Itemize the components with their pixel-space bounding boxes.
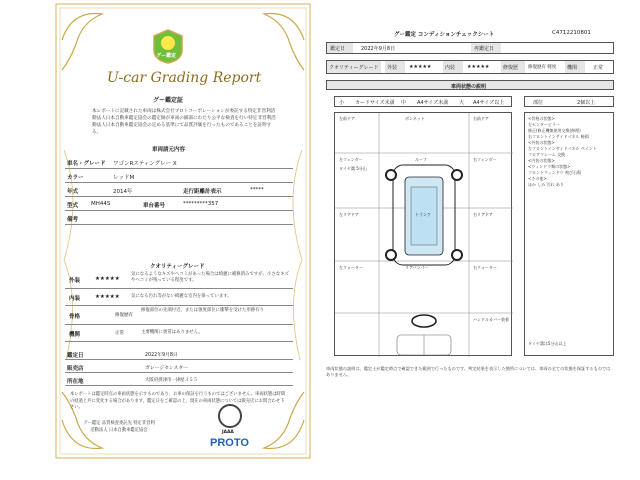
row-label: 型式 xyxy=(67,203,79,209)
dealer-value: ガレージセンスター xyxy=(145,366,188,371)
size-legend xyxy=(334,96,512,107)
date-value: 2022年9月8日 xyxy=(145,353,178,358)
note-line: ほか しみ 汚れ あり xyxy=(528,182,564,187)
note-line: フロントウィンドウ 飛び石傷 xyxy=(528,170,582,175)
date-row xyxy=(326,42,614,54)
dealer-table xyxy=(65,347,293,386)
condition-check-sheet xyxy=(326,30,614,462)
size-small-desc: カードサイズ未満 xyxy=(355,100,395,106)
table-row xyxy=(65,360,293,373)
note-line: 右フロントインサイドパネル 軽損 xyxy=(528,134,589,139)
certificate-subtitle: グー鑑定証 xyxy=(153,97,184,104)
inspect-label: 鑑定日 xyxy=(327,43,353,53)
grade-desc: 主要機関に異常はありません。 xyxy=(141,330,203,335)
ext-label: 外装 xyxy=(385,61,405,73)
grade-label: 内装 xyxy=(69,296,81,302)
row-label: 車名・グレード xyxy=(67,161,106,167)
grade-stars: ★★★★★ xyxy=(95,294,120,300)
count-legend xyxy=(524,96,614,107)
grade-stars: 正常 xyxy=(115,331,124,336)
reinspect-label: 再鑑定日 xyxy=(471,43,501,53)
grade-label: 外装 xyxy=(69,278,81,284)
sheet-code: C4712210801 xyxy=(552,30,591,36)
notes-panel xyxy=(524,112,614,356)
handle-label: ハンドルカバー装着 xyxy=(473,317,509,322)
logo-label: グー鑑定 xyxy=(156,53,177,59)
size-medium: 中 xyxy=(401,100,407,106)
note-line: 左センターピラー xyxy=(528,122,560,127)
row-value: ワゴンRスティングレー X xyxy=(113,161,177,167)
row-label: 備考 xyxy=(67,217,79,223)
frame-label: 車台番号 xyxy=(143,203,166,209)
location-value: 大阪府摂津市一津屋３５５ xyxy=(145,378,198,383)
panel-label: 右フェンダー xyxy=(473,157,497,162)
panel-label: 右クォーター xyxy=(473,265,497,270)
count-header: 2個以上 xyxy=(577,100,596,106)
note-line: 左フロントインサイドパネル ペイント xyxy=(528,146,597,151)
table-row xyxy=(65,169,293,183)
grade-stars: ★★★★★ xyxy=(95,276,120,282)
report-title: U-car Grading Report xyxy=(107,70,262,86)
quality-label: クオリティーグレード xyxy=(327,61,381,73)
size-large-desc: A4サイズ以上 xyxy=(473,100,505,106)
quality-row xyxy=(326,60,614,74)
state-header-bar xyxy=(326,80,614,90)
row-value: レッドM xyxy=(113,175,135,181)
issuer-text: グー鑑定 品質検査委託先 特定非営利活動法人 日本自動車鑑定協会 xyxy=(83,421,155,433)
jaaa-label: JAAA xyxy=(222,430,234,435)
mileage-label: 走行距離計表示 xyxy=(183,189,222,195)
location-label: 所在地 xyxy=(67,379,84,385)
panel-label: 左フェンダー xyxy=(339,157,363,162)
state-header: 車両状態の説明 xyxy=(451,84,487,90)
table-row xyxy=(65,211,293,225)
section-quality: クオリティーグレード xyxy=(150,264,205,270)
grade-label: 機関 xyxy=(69,332,81,338)
repair-label: 修復歴 xyxy=(501,61,525,73)
table-row xyxy=(65,197,293,211)
grade-row xyxy=(65,325,293,342)
panel-label: リアバンパー xyxy=(405,265,429,270)
panel-label: 左前ドア xyxy=(339,116,355,121)
panel-label: 右前ドア xyxy=(473,116,489,121)
grade-desc: 気になるようなキズやヘコミがあった場合は綺麗に補修済みですが、小さなキズやヘコミが残っている程度です。 xyxy=(131,272,289,283)
engine-value: 正常 xyxy=(593,65,604,71)
note-line: フロアフレーム 交換 xyxy=(528,152,566,157)
int-stars: ★★★★★ xyxy=(467,64,490,70)
part-header: 部位 xyxy=(533,100,544,106)
grade-row xyxy=(65,289,293,306)
goo-kantei-logo xyxy=(152,28,184,64)
repair-value: 修復歴有 軽度 xyxy=(528,65,557,70)
proto-logo: PROTO xyxy=(210,437,249,449)
table-row xyxy=(65,373,293,386)
sheet-title: グー鑑定 コンディションチェックシート xyxy=(394,32,495,38)
note-line: 修正(修正機無使用交換(修理) xyxy=(528,128,581,133)
grade-stars: 修復歴有 xyxy=(115,313,133,318)
size-medium-desc: A4サイズ未満 xyxy=(417,100,449,106)
size-small: 小 xyxy=(339,100,345,106)
row-label: 年式 xyxy=(67,189,79,195)
note-line: <内装の状態> xyxy=(528,158,555,163)
grade-desc: 気になる汚れ等がない綺麗な室内を保っています。 xyxy=(131,294,232,299)
table-row xyxy=(65,183,293,197)
panel-label: 左リアドア xyxy=(339,212,359,217)
footer-note: 本レポートは鑑定時点の車両状態を示すものであり、お車の保証を行うものではございません。車両状態は時間の経過と共に変化する場合があります。鑑定日をご確認の上、現在の車両状態については販売店にお問合わせ下さい。 xyxy=(70,392,286,410)
int-label: 内装 xyxy=(443,61,463,73)
table-row xyxy=(65,155,293,169)
panel-label: トランク xyxy=(415,212,431,217)
engine-label: 機関 xyxy=(565,61,585,73)
inspect-value: 2022年9月8日 xyxy=(361,46,396,52)
date-label: 鑑定日 xyxy=(67,353,84,359)
panel-label: ボンネット xyxy=(405,116,425,121)
note-line: <その他> xyxy=(528,176,547,181)
row-label: カラー xyxy=(67,175,84,181)
grade-label: 骨格 xyxy=(69,314,81,320)
intro-text: 本レポートに記載された車両は株式会社プロトコーポレーションが委託する特定非営利活動法人日本自動車鑑定協会の鑑定師が車両の細部にわたり公平な検査を行い特定非営利活動法人日本自動車鑑定協会の定める基準にて品質評価を行ったものであることを証明する。 xyxy=(92,109,276,135)
vehicle-table xyxy=(65,155,293,225)
note-line: <骨格の状態> xyxy=(528,116,555,121)
grade-row xyxy=(65,306,293,325)
ext-stars: ★★★★★ xyxy=(409,64,432,70)
bottom-note: 車両状態の説明は、鑑定士が鑑定時点で確認できた範囲で行ったものです。判定結果を表示した箇所については、車両の全ての状態を保証するものではありません。 xyxy=(326,366,611,377)
jaaa-logo xyxy=(218,404,242,428)
mileage-value: ***** xyxy=(250,187,264,193)
row-value: MH44S xyxy=(91,201,111,207)
quality-table xyxy=(65,270,293,342)
panel-label: 左クォーター xyxy=(339,265,363,270)
note-line: <外装の状態> xyxy=(528,140,555,145)
note-line: <ウィンドウ類の状態> xyxy=(528,164,571,169)
grading-certificate xyxy=(52,0,314,462)
dealer-label: 販売店 xyxy=(67,366,84,372)
size-large: 大 xyxy=(459,100,465,106)
car-diagram xyxy=(334,112,512,356)
table-row xyxy=(65,347,293,360)
frame-value: *********357 xyxy=(183,201,219,207)
tire-note: タイヤ溝は5分山以上 xyxy=(528,341,567,346)
grade-desc: 修復部位の先端付近、または強度部位に衝撃を受けた形跡有り xyxy=(141,308,264,313)
section-vehicle: 車両請元内容 xyxy=(152,147,186,153)
row-value: 2014年 xyxy=(113,189,133,195)
panel-label: 右リアドア xyxy=(473,212,493,217)
tire-left-front: タイヤ溝 5分山 xyxy=(339,166,367,171)
panel-label: ルーフ xyxy=(415,157,427,162)
grade-row xyxy=(65,270,293,289)
